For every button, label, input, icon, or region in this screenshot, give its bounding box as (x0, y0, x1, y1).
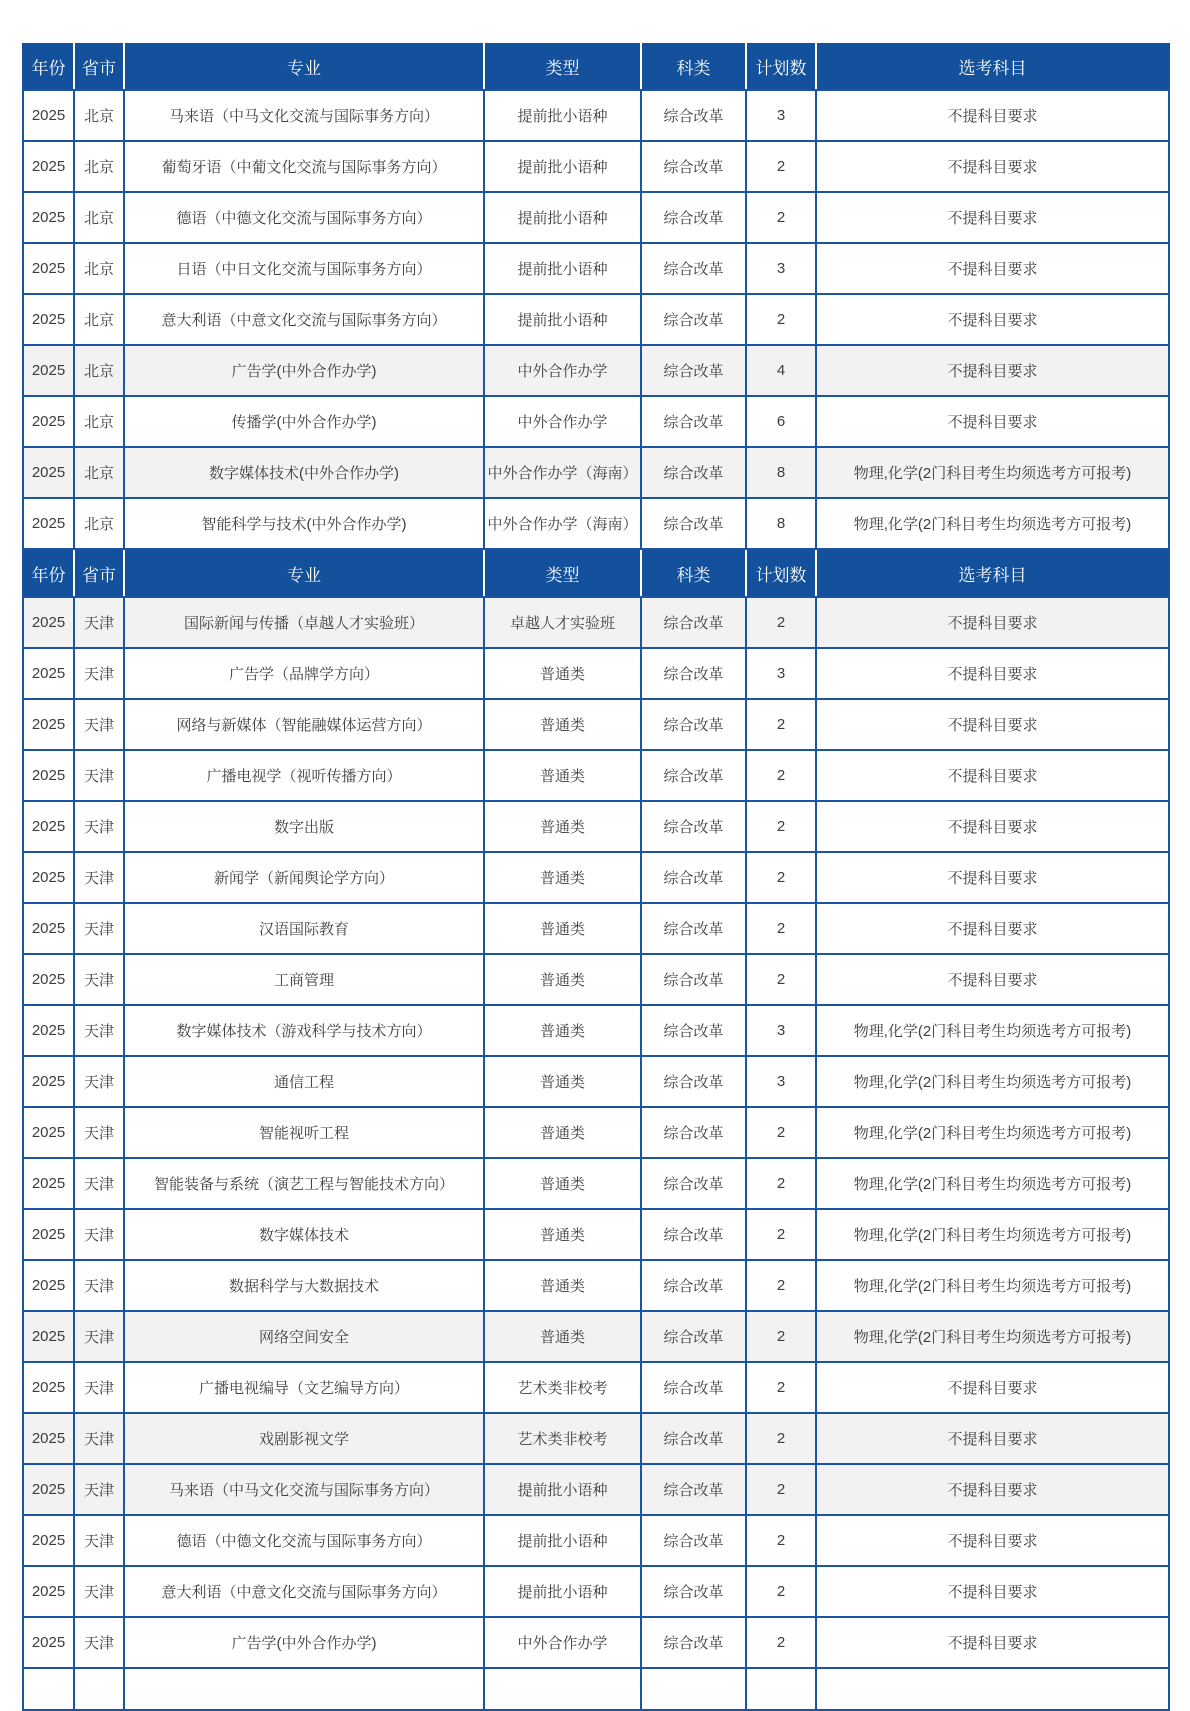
cell-type: 提前批小语种 (484, 1464, 641, 1515)
cell-year: 2025 (23, 498, 74, 549)
cell-subjects: 不提科目要求 (816, 1362, 1169, 1413)
cell-plan: 2 (746, 141, 816, 192)
empty-cell (74, 1668, 124, 1710)
cell-year: 2025 (23, 192, 74, 243)
cell-plan: 2 (746, 699, 816, 750)
cell-subjects: 不提科目要求 (816, 954, 1169, 1005)
cell-year: 2025 (23, 1311, 74, 1362)
cell-province: 北京 (74, 141, 124, 192)
cell-subjects: 不提科目要求 (816, 396, 1169, 447)
cell-major: 传播学(中外合作办学) (124, 396, 484, 447)
cell-subjects: 不提科目要求 (816, 1464, 1169, 1515)
cell-type: 提前批小语种 (484, 243, 641, 294)
cell-major: 数字媒体技术(中外合作办学) (124, 447, 484, 498)
cell-plan: 2 (746, 1311, 816, 1362)
cell-plan: 4 (746, 345, 816, 396)
table-row (23, 192, 1169, 243)
table-row (23, 801, 1169, 852)
cell-category: 综合改革 (641, 141, 746, 192)
cell-subjects: 不提科目要求 (816, 345, 1169, 396)
cell-major: 广播电视编导（文艺编导方向） (124, 1362, 484, 1413)
cell-type: 普通类 (484, 903, 641, 954)
cell-major: 汉语国际教育 (124, 903, 484, 954)
cell-plan: 3 (746, 90, 816, 141)
cell-major: 网络空间安全 (124, 1311, 484, 1362)
cell-province: 天津 (74, 954, 124, 1005)
table-row (23, 1056, 1169, 1107)
cell-major: 广告学(中外合作办学) (124, 345, 484, 396)
cell-plan: 2 (746, 1107, 816, 1158)
cell-plan: 2 (746, 1464, 816, 1515)
cell-subjects: 不提科目要求 (816, 852, 1169, 903)
cell-category: 综合改革 (641, 498, 746, 549)
cell-category: 综合改革 (641, 90, 746, 141)
cell-major: 国际新闻与传播（卓越人才实验班） (124, 597, 484, 648)
cell-type: 提前批小语种 (484, 90, 641, 141)
cell-plan: 2 (746, 852, 816, 903)
table-row (23, 903, 1169, 954)
cell-subjects: 不提科目要求 (816, 699, 1169, 750)
cell-major: 新闻学（新闻舆论学方向） (124, 852, 484, 903)
cell-major: 智能装备与系统（演艺工程与智能技术方向） (124, 1158, 484, 1209)
cell-type: 普通类 (484, 801, 641, 852)
cell-type: 中外合作办学 (484, 1617, 641, 1668)
cell-province: 天津 (74, 1515, 124, 1566)
cell-major: 德语（中德文化交流与国际事务方向） (124, 1515, 484, 1566)
cell-type: 中外合作办学（海南） (484, 498, 641, 549)
cell-major: 葡萄牙语（中葡文化交流与国际事务方向） (124, 141, 484, 192)
cell-year: 2025 (23, 903, 74, 954)
cell-plan: 2 (746, 294, 816, 345)
table-row (23, 1464, 1169, 1515)
cell-year: 2025 (23, 1617, 74, 1668)
cell-subjects: 不提科目要求 (816, 903, 1169, 954)
cell-type: 中外合作办学 (484, 345, 641, 396)
cell-type: 普通类 (484, 852, 641, 903)
cell-subjects: 不提科目要求 (816, 1413, 1169, 1464)
empty-cell (124, 1668, 484, 1710)
cell-province: 北京 (74, 345, 124, 396)
cell-major: 意大利语（中意文化交流与国际事务方向） (124, 1566, 484, 1617)
cell-subjects: 不提科目要求 (816, 648, 1169, 699)
empty-cell (746, 1668, 816, 1710)
cell-category: 综合改革 (641, 192, 746, 243)
cell-subjects: 不提科目要求 (816, 750, 1169, 801)
cell-subjects: 不提科目要求 (816, 1566, 1169, 1617)
cell-province: 天津 (74, 1056, 124, 1107)
cell-province: 天津 (74, 1362, 124, 1413)
cell-province: 天津 (74, 648, 124, 699)
header-cell: 专业 (124, 549, 484, 597)
cell-type: 提前批小语种 (484, 1566, 641, 1617)
cell-year: 2025 (23, 1107, 74, 1158)
table-row (23, 345, 1169, 396)
cell-category: 综合改革 (641, 597, 746, 648)
cell-category: 综合改革 (641, 852, 746, 903)
cell-type: 普通类 (484, 1260, 641, 1311)
cell-plan: 3 (746, 1056, 816, 1107)
header-row (23, 43, 1169, 90)
table-row (23, 1566, 1169, 1617)
cell-subjects: 物理,化学(2门科目考生均须选考方可报考) (816, 1260, 1169, 1311)
cell-type: 普通类 (484, 1107, 641, 1158)
cell-province: 北京 (74, 498, 124, 549)
cell-category: 综合改革 (641, 1464, 746, 1515)
cell-year: 2025 (23, 750, 74, 801)
cell-major: 马来语（中马文化交流与国际事务方向） (124, 1464, 484, 1515)
table-row (23, 648, 1169, 699)
cell-category: 综合改革 (641, 903, 746, 954)
header-cell: 类型 (484, 549, 641, 597)
admission-plan-table (22, 43, 1170, 1711)
cell-type: 普通类 (484, 954, 641, 1005)
table-row (23, 1362, 1169, 1413)
cell-category: 综合改革 (641, 447, 746, 498)
table-row (23, 243, 1169, 294)
cell-year: 2025 (23, 141, 74, 192)
cell-subjects: 不提科目要求 (816, 294, 1169, 345)
cell-plan: 3 (746, 648, 816, 699)
cell-category: 综合改革 (641, 750, 746, 801)
cell-province: 天津 (74, 1617, 124, 1668)
header-cell: 省市 (74, 43, 124, 90)
cell-major: 数字媒体技术 (124, 1209, 484, 1260)
header-cell: 省市 (74, 549, 124, 597)
cell-subjects: 物理,化学(2门科目考生均须选考方可报考) (816, 1158, 1169, 1209)
cell-province: 北京 (74, 90, 124, 141)
cell-province: 天津 (74, 1464, 124, 1515)
cell-year: 2025 (23, 396, 74, 447)
header-cell: 科类 (641, 549, 746, 597)
cell-year: 2025 (23, 243, 74, 294)
admission-plan-table-wrap (22, 43, 1168, 1711)
header-cell: 计划数 (746, 43, 816, 90)
table-row (23, 294, 1169, 345)
cell-category: 综合改革 (641, 1158, 746, 1209)
cell-province: 天津 (74, 597, 124, 648)
cell-plan: 2 (746, 192, 816, 243)
cell-year: 2025 (23, 1005, 74, 1056)
cell-type: 普通类 (484, 1005, 641, 1056)
cell-subjects: 物理,化学(2门科目考生均须选考方可报考) (816, 1107, 1169, 1158)
cell-major: 工商管理 (124, 954, 484, 1005)
table-row (23, 1158, 1169, 1209)
cell-category: 综合改革 (641, 699, 746, 750)
cell-major: 马来语（中马文化交流与国际事务方向） (124, 90, 484, 141)
cell-province: 天津 (74, 1260, 124, 1311)
cell-category: 综合改革 (641, 1056, 746, 1107)
cell-type: 中外合作办学（海南） (484, 447, 641, 498)
empty-cell (641, 1668, 746, 1710)
cell-major: 数据科学与大数据技术 (124, 1260, 484, 1311)
cell-year: 2025 (23, 954, 74, 1005)
cell-plan: 2 (746, 1158, 816, 1209)
table-row (23, 396, 1169, 447)
cell-type: 艺术类非校考 (484, 1362, 641, 1413)
table-row (23, 1260, 1169, 1311)
cell-category: 综合改革 (641, 954, 746, 1005)
cell-major: 意大利语（中意文化交流与国际事务方向） (124, 294, 484, 345)
cell-subjects: 物理,化学(2门科目考生均须选考方可报考) (816, 1311, 1169, 1362)
cell-subjects: 不提科目要求 (816, 597, 1169, 648)
cell-category: 综合改革 (641, 1107, 746, 1158)
cell-subjects: 不提科目要求 (816, 90, 1169, 141)
cell-category: 综合改革 (641, 1362, 746, 1413)
cell-category: 综合改革 (641, 1515, 746, 1566)
admission-plan-table-body (23, 43, 1169, 1710)
cell-major: 数字出版 (124, 801, 484, 852)
cell-major: 广告学(中外合作办学) (124, 1617, 484, 1668)
cell-type: 普通类 (484, 648, 641, 699)
table-row (23, 597, 1169, 648)
cell-plan: 2 (746, 1566, 816, 1617)
cell-type: 卓越人才实验班 (484, 597, 641, 648)
cell-province: 天津 (74, 1566, 124, 1617)
cell-plan: 2 (746, 1362, 816, 1413)
cell-province: 天津 (74, 801, 124, 852)
table-row (23, 90, 1169, 141)
cell-major: 广播电视学（视听传播方向） (124, 750, 484, 801)
cell-subjects: 不提科目要求 (816, 141, 1169, 192)
cell-plan: 2 (746, 1515, 816, 1566)
cell-province: 天津 (74, 903, 124, 954)
cell-province: 天津 (74, 1158, 124, 1209)
table-row (23, 1209, 1169, 1260)
cell-subjects: 不提科目要求 (816, 1515, 1169, 1566)
table-row (23, 1515, 1169, 1566)
cell-subjects: 物理,化学(2门科目考生均须选考方可报考) (816, 447, 1169, 498)
cell-category: 综合改革 (641, 396, 746, 447)
header-cell: 科类 (641, 43, 746, 90)
cell-plan: 2 (746, 750, 816, 801)
header-row (23, 549, 1169, 597)
header-cell: 选考科目 (816, 549, 1169, 597)
cell-category: 综合改革 (641, 294, 746, 345)
cell-category: 综合改革 (641, 1617, 746, 1668)
cell-plan: 2 (746, 597, 816, 648)
cell-major: 智能科学与技术(中外合作办学) (124, 498, 484, 549)
table-row (23, 498, 1169, 549)
cell-province: 天津 (74, 1311, 124, 1362)
cell-year: 2025 (23, 345, 74, 396)
cell-province: 天津 (74, 852, 124, 903)
table-row (23, 141, 1169, 192)
partial-bottom-row (23, 1668, 1169, 1710)
cell-major: 德语（中德文化交流与国际事务方向） (124, 192, 484, 243)
table-row (23, 954, 1169, 1005)
table-row (23, 852, 1169, 903)
cell-year: 2025 (23, 447, 74, 498)
cell-plan: 3 (746, 243, 816, 294)
cell-province: 天津 (74, 1413, 124, 1464)
cell-province: 北京 (74, 243, 124, 294)
cell-year: 2025 (23, 801, 74, 852)
cell-year: 2025 (23, 1464, 74, 1515)
cell-province: 北京 (74, 294, 124, 345)
cell-year: 2025 (23, 1209, 74, 1260)
cell-province: 天津 (74, 750, 124, 801)
cell-plan: 2 (746, 954, 816, 1005)
table-row (23, 1311, 1169, 1362)
table-row (23, 447, 1169, 498)
cell-plan: 2 (746, 1413, 816, 1464)
cell-type: 提前批小语种 (484, 1515, 641, 1566)
cell-category: 综合改革 (641, 1260, 746, 1311)
cell-year: 2025 (23, 294, 74, 345)
cell-major: 网络与新媒体（智能融媒体运营方向） (124, 699, 484, 750)
header-cell: 年份 (23, 43, 74, 90)
cell-year: 2025 (23, 699, 74, 750)
cell-plan: 3 (746, 1005, 816, 1056)
cell-category: 综合改革 (641, 1311, 746, 1362)
cell-major: 广告学（品牌学方向） (124, 648, 484, 699)
cell-type: 普通类 (484, 699, 641, 750)
cell-province: 天津 (74, 1005, 124, 1056)
cell-plan: 2 (746, 903, 816, 954)
cell-province: 北京 (74, 447, 124, 498)
cell-subjects: 不提科目要求 (816, 243, 1169, 294)
cell-category: 综合改革 (641, 1413, 746, 1464)
cell-category: 综合改革 (641, 648, 746, 699)
cell-category: 综合改革 (641, 801, 746, 852)
empty-cell (484, 1668, 641, 1710)
empty-cell (816, 1668, 1169, 1710)
cell-subjects: 不提科目要求 (816, 1617, 1169, 1668)
cell-major: 通信工程 (124, 1056, 484, 1107)
cell-category: 综合改革 (641, 243, 746, 294)
cell-year: 2025 (23, 1413, 74, 1464)
table-row (23, 699, 1169, 750)
cell-province: 北京 (74, 192, 124, 243)
table-row (23, 1107, 1169, 1158)
cell-type: 提前批小语种 (484, 141, 641, 192)
cell-type: 普通类 (484, 750, 641, 801)
cell-major: 日语（中日文化交流与国际事务方向） (124, 243, 484, 294)
empty-cell (23, 1668, 74, 1710)
cell-type: 中外合作办学 (484, 396, 641, 447)
cell-type: 提前批小语种 (484, 294, 641, 345)
cell-province: 天津 (74, 1209, 124, 1260)
cell-category: 综合改革 (641, 1209, 746, 1260)
cell-category: 综合改革 (641, 1005, 746, 1056)
cell-year: 2025 (23, 1515, 74, 1566)
cell-year: 2025 (23, 1056, 74, 1107)
cell-plan: 8 (746, 447, 816, 498)
cell-year: 2025 (23, 648, 74, 699)
cell-subjects: 物理,化学(2门科目考生均须选考方可报考) (816, 1005, 1169, 1056)
cell-type: 提前批小语种 (484, 192, 641, 243)
cell-province: 天津 (74, 699, 124, 750)
header-cell: 选考科目 (816, 43, 1169, 90)
cell-year: 2025 (23, 1566, 74, 1617)
cell-plan: 2 (746, 1209, 816, 1260)
cell-type: 艺术类非校考 (484, 1413, 641, 1464)
cell-subjects: 物理,化学(2门科目考生均须选考方可报考) (816, 1056, 1169, 1107)
cell-plan: 8 (746, 498, 816, 549)
cell-plan: 2 (746, 801, 816, 852)
header-cell: 类型 (484, 43, 641, 90)
cell-subjects: 物理,化学(2门科目考生均须选考方可报考) (816, 1209, 1169, 1260)
cell-year: 2025 (23, 597, 74, 648)
cell-subjects: 不提科目要求 (816, 801, 1169, 852)
header-cell: 专业 (124, 43, 484, 90)
table-row (23, 750, 1169, 801)
cell-plan: 6 (746, 396, 816, 447)
cell-subjects: 物理,化学(2门科目考生均须选考方可报考) (816, 498, 1169, 549)
cell-year: 2025 (23, 1362, 74, 1413)
cell-type: 普通类 (484, 1311, 641, 1362)
cell-province: 北京 (74, 396, 124, 447)
cell-plan: 2 (746, 1260, 816, 1311)
cell-plan: 2 (746, 1617, 816, 1668)
cell-major: 数字媒体技术（游戏科学与技术方向） (124, 1005, 484, 1056)
cell-type: 普通类 (484, 1158, 641, 1209)
cell-category: 综合改革 (641, 345, 746, 396)
cell-year: 2025 (23, 90, 74, 141)
cell-category: 综合改革 (641, 1566, 746, 1617)
cell-major: 智能视听工程 (124, 1107, 484, 1158)
cell-province: 天津 (74, 1107, 124, 1158)
cell-major: 戏剧影视文学 (124, 1413, 484, 1464)
cell-year: 2025 (23, 852, 74, 903)
cell-type: 普通类 (484, 1056, 641, 1107)
header-cell: 年份 (23, 549, 74, 597)
cell-year: 2025 (23, 1260, 74, 1311)
table-row (23, 1005, 1169, 1056)
header-cell: 计划数 (746, 549, 816, 597)
cell-subjects: 不提科目要求 (816, 192, 1169, 243)
cell-year: 2025 (23, 1158, 74, 1209)
table-row (23, 1413, 1169, 1464)
cell-type: 普通类 (484, 1209, 641, 1260)
table-row (23, 1617, 1169, 1668)
